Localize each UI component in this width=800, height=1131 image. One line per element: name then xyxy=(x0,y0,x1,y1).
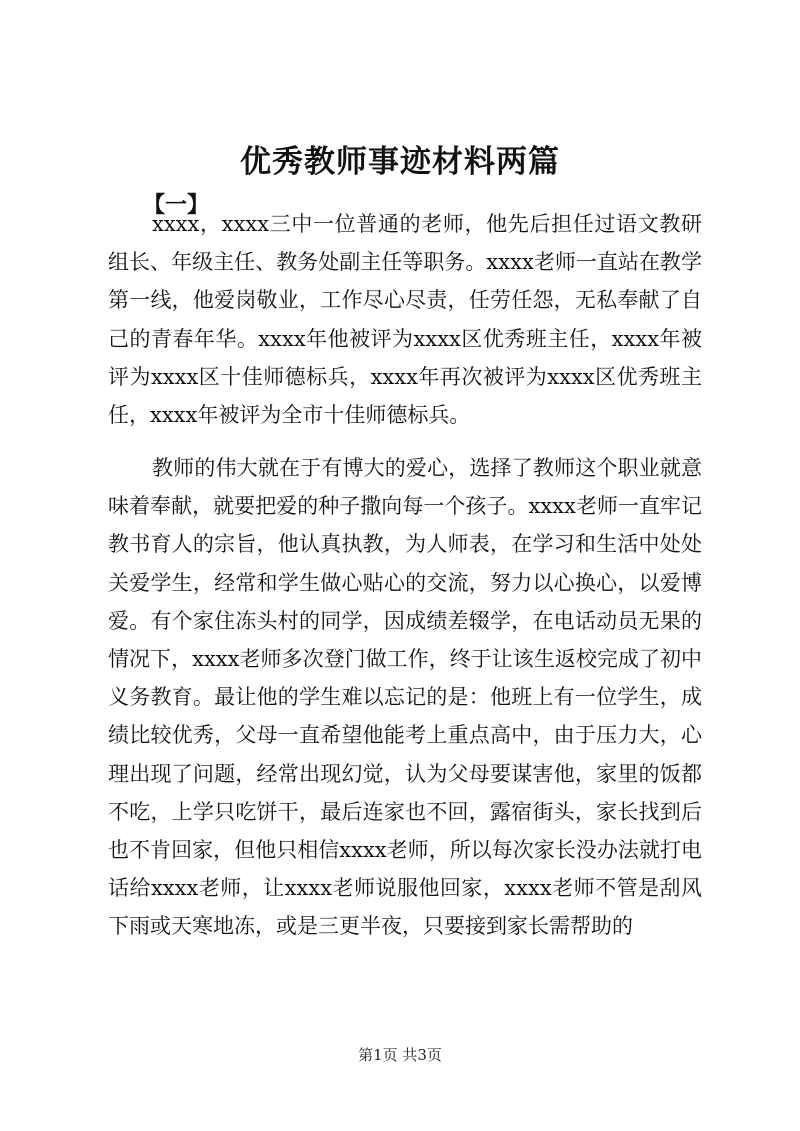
paragraph-1: xxxx，xxxx三中一位普通的老师，他先后担任过语文教研组长、年级主任、教务处副主任等职务。xxxx老师一直站在教学第一线，他爱岗敬业，工作尽心尽责，任劳任怨，无私奉献了自己的青春年华。xxxx年他被评为xxxx区优秀班主任，xxxx年被评为xxxx区十佳师德标兵，xxxx年再次被评为xxxx区优秀班主任，xxxx年被评为全市十佳师德标兵。 xyxy=(108,212,702,428)
page-footer: 第1页 共3页 xyxy=(358,1046,442,1064)
section-label: 【一】 xyxy=(143,192,210,218)
paragraph-2: 教师的伟大就在于有博大的爱心，选择了教师这个职业就意味着奉献，就要把爱的种子撒向每一个孩子。xxxx老师一直牢记教书育人的宗旨，他认真执教，为人师表，在学习和生活中处处关爱学生，经常和学生做心贴心的交流，努力以心换心，以爱博爱。有个家住冻头村的同学，因成绩差辍学，在电话动员无果的情况下，xxxx老师多次登门做工作，终于让该生返校完成了初中义务教育。最让他的学生难以忘记的是：他班上有一位学生，成绩比较优秀，父母一直希望他能考上重点高中，由于压力大，心理出现了问题，经常出现幻觉，认为父母要谋害他，家里的饭都不吃，上学只吃饼干，最后连家也不回，露宿街头，家长找到后也不肯回家，但他只相信xxxx老师，所以每次家长没办法就打电话给xxxx老师，让xxxx老师说服他回家，xxxx老师不管是刮风下雨或天寒地冻，或是三更半夜，只要接到家长需帮助的 xyxy=(108,456,702,939)
document-title: 优秀教师事迹材料两篇 xyxy=(240,144,560,180)
